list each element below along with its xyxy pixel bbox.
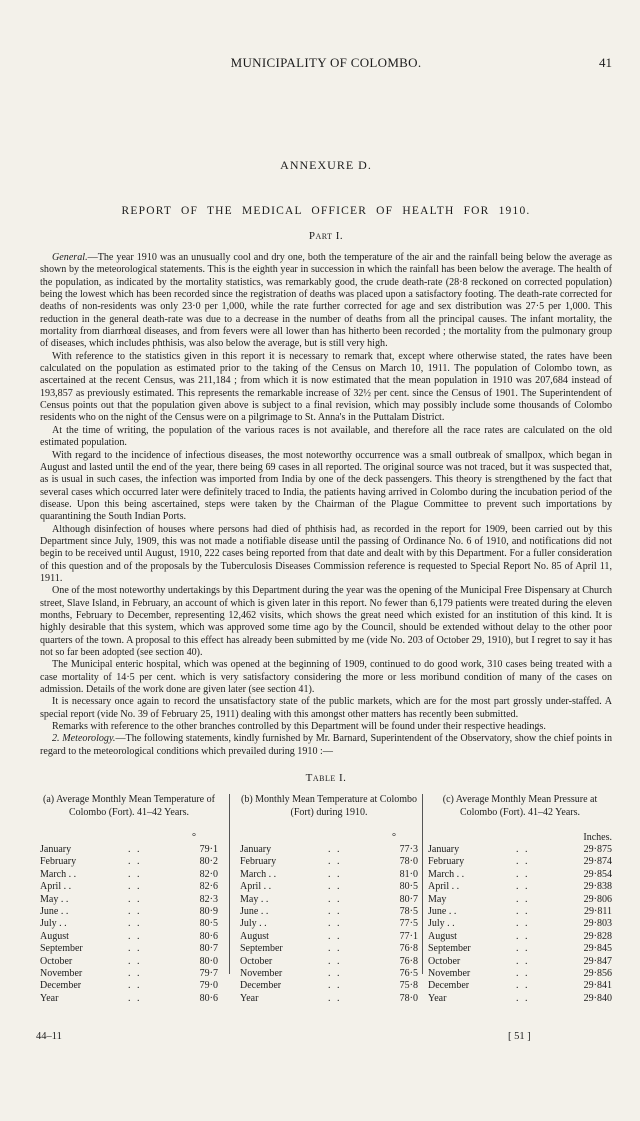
row-value: 79·1 xyxy=(199,844,218,856)
leader-dots: . . xyxy=(516,881,530,893)
row-month: March . . xyxy=(40,868,77,880)
leader-dots: . . xyxy=(328,968,342,979)
row-value: 82·0 xyxy=(199,868,218,880)
part-heading: Part I. xyxy=(308,230,344,242)
row-value: 29·874 xyxy=(583,856,612,868)
leader-dots: . . xyxy=(128,868,142,880)
leader-dots: . . xyxy=(516,868,530,880)
row-month: January xyxy=(240,844,272,856)
row-month: June . . xyxy=(40,906,69,918)
leader-dots: . . xyxy=(128,881,142,893)
table-row xyxy=(240,894,418,906)
row-value: 82·6 xyxy=(199,881,218,893)
row-value: 77·5 xyxy=(399,918,418,930)
row-month: May . . xyxy=(40,893,69,905)
column-unit: ° xyxy=(392,832,396,844)
table-row xyxy=(240,931,418,943)
table-row xyxy=(428,844,612,856)
table-row xyxy=(428,906,612,918)
leader-dots: . . xyxy=(128,856,142,868)
row-month: December xyxy=(240,980,282,992)
row-month: January xyxy=(428,844,460,856)
paragraph-lead: 2. Meteorology. xyxy=(52,733,116,745)
leader-dots: . . xyxy=(128,980,142,992)
leader-dots: . . xyxy=(328,980,342,992)
leader-dots: . . xyxy=(128,844,142,856)
row-value: 29·828 xyxy=(583,930,612,942)
row-value: 29·803 xyxy=(583,918,612,930)
report-title: REPORT OF THE MEDICAL OFFICER OF HEALTH FOR 1910. xyxy=(121,205,531,217)
column-heading: (b) Monthly Mean Temperature at Colombo (Fort) during 1910. xyxy=(240,794,418,818)
leader-dots: . . xyxy=(516,955,530,967)
table-row xyxy=(428,993,612,1005)
paragraph-text: One of the most noteworthy undertakings by this Department during the year was the opening of the Municipal Free Dispensary at Church street, Slave Island, in February, an account of which is given later in this report. No fewer than 6,179 patients were treated during the eleven months, February to December, representing 12,462 visits, which shows the great need which existed for an institution of this kind. It is highly desirable that this system, which was approved some time ago by the Council, should be extended without delay to the other poor quarters of the town. A proposal to this effect has already been submitted by me (vide No. 203 of October 29, 1910), but I regret to say it has not so far been adopted (see section 40). xyxy=(40,585,612,658)
leader-dots: . . xyxy=(516,844,530,856)
leader-dots: . . xyxy=(516,906,530,918)
row-value: 78·0 xyxy=(399,856,418,868)
row-month: October xyxy=(240,955,273,967)
row-value: 77·1 xyxy=(399,930,418,942)
leader-dots: . . xyxy=(516,893,530,905)
table-row xyxy=(428,980,612,992)
annexure-heading: ANNEXURE D. xyxy=(280,158,372,172)
row-month: Year xyxy=(240,992,259,1004)
paragraph xyxy=(40,351,612,425)
table-column xyxy=(40,794,218,1005)
table-row xyxy=(40,894,218,906)
paragraph-text: At the time of writing, the population of the various races is not available, and therefore all the race rates are calculated on the old estimated population. xyxy=(40,424,612,449)
row-value: 75·8 xyxy=(399,980,418,992)
row-value: 80·5 xyxy=(399,881,418,893)
row-value: 29·847 xyxy=(583,955,612,967)
paragraph xyxy=(40,585,612,659)
paragraph xyxy=(40,696,612,721)
row-month: May . . xyxy=(240,893,269,905)
leader-dots: . . xyxy=(128,930,142,942)
leader-dots: . . xyxy=(328,856,342,868)
row-value: 76·5 xyxy=(399,968,418,979)
row-value: 80·5 xyxy=(199,918,218,930)
table-row xyxy=(428,931,612,943)
table-row xyxy=(428,918,612,930)
leader-dots: . . xyxy=(328,943,342,955)
row-value: 79·7 xyxy=(199,968,218,979)
row-month: April . . xyxy=(428,881,460,893)
row-value: 81·0 xyxy=(399,868,418,880)
leader-dots: . . xyxy=(516,980,530,992)
table-row xyxy=(428,894,612,906)
row-month: Year xyxy=(428,992,447,1004)
paragraph xyxy=(40,252,612,351)
table-row xyxy=(40,906,218,918)
table-row xyxy=(40,980,218,992)
row-value: 78·0 xyxy=(399,992,418,1004)
row-month: December xyxy=(40,980,82,992)
table-row xyxy=(240,943,418,955)
row-month: January xyxy=(40,844,72,856)
paragraph-text: Remarks with reference to the other branches controlled by this Department will be found under their respective headings. xyxy=(52,721,546,733)
meteorological-table xyxy=(40,794,612,1004)
row-value: 29·854 xyxy=(583,868,612,880)
table-row xyxy=(240,856,418,868)
paragraph-text: —The year 1910 was an unusually cool and dry one, both the temperature of the air and the rainfall being below the average as shown by the meteorological statements. This is the eighth year in succession in which the rainfall has been below the average. The health of the population, as indicated by the mortality statistics, was remarkably good, the crude death-rate (28·8 reckoned on corrected population) being the lowest which has been recorded since the registration of deaths was placed upon a satisfactory footing. The death-rate corrected for deaths of non-residents was only 23·0 per 1,000, while the rate further corrected for age and sex distribution was 27·5 per 1,000. This reduction in the general death-rate was due to a decrease in the number of deaths from all the principal causes. The infant mortality, the mortality from diarrhœal diseases, and from fevers were all lower than has hitherto been recorded ; the mortality from the pulmonary group of diseases, which includes phthisis, was also below the average, but is still very high. xyxy=(40,252,612,350)
row-month: February xyxy=(240,856,277,868)
row-month: November xyxy=(40,968,83,979)
leader-dots: . . xyxy=(128,918,142,930)
paragraph-text: It is necessary once again to record the unsatisfactory state of the public markets, which are for the most part grossly under-staffed. A special report (vide No. 39 of February 25, 1911) dealing with this amongst other matters has recently been submitted. xyxy=(40,696,612,720)
paragraph xyxy=(40,721,612,733)
leader-dots: . . xyxy=(328,918,342,930)
column-divider xyxy=(229,794,230,974)
paragraph xyxy=(40,524,612,586)
table-title: Table I. xyxy=(305,772,347,785)
row-month: November xyxy=(428,968,471,979)
row-month: May xyxy=(428,893,447,905)
row-month: March . . xyxy=(428,868,465,880)
table-row xyxy=(240,906,418,918)
row-value: 80·0 xyxy=(199,955,218,967)
row-month: September xyxy=(40,943,83,955)
running-header xyxy=(40,44,612,70)
row-month: December xyxy=(428,980,470,992)
table-row xyxy=(240,869,418,881)
row-month: June . . xyxy=(428,906,457,918)
row-month: July . . xyxy=(428,918,455,930)
row-value: 77·3 xyxy=(399,844,418,856)
row-value: 80·9 xyxy=(199,906,218,918)
row-value: 80·6 xyxy=(199,930,218,942)
paragraph xyxy=(40,733,612,758)
row-value: 29·838 xyxy=(583,881,612,893)
row-month: March . . xyxy=(240,868,277,880)
column-heading: (c) Average Monthly Mean Pressure at Colombo (Fort). 41–42 Years. xyxy=(442,794,598,818)
row-month: Year xyxy=(40,992,59,1004)
table-row xyxy=(240,980,418,992)
report-body xyxy=(40,252,612,758)
table-row xyxy=(40,956,218,968)
document-page xyxy=(40,44,612,1004)
row-value: 29·840 xyxy=(583,992,612,1004)
row-value: 29·856 xyxy=(583,968,612,979)
leader-dots: . . xyxy=(328,881,342,893)
row-month: August xyxy=(240,930,269,942)
table-row xyxy=(240,993,418,1005)
column-heading: (a) Average Monthly Mean Temperature of Colombo (Fort). 41–42 Years. xyxy=(43,794,215,818)
paragraph-text: The Municipal enteric hospital, which was opened at the beginning of 1909, continued to do good work, 310 cases being treated with a case mortality of 14·5 per cent. which is very satisfactory considering the more or less moribund condition of many of the cases on admission. Details of the work done are given later (see section 41). xyxy=(40,659,612,696)
leader-dots: . . xyxy=(128,893,142,905)
leader-dots: . . xyxy=(516,943,530,955)
row-month: September xyxy=(240,943,283,955)
table-row xyxy=(40,931,218,943)
paragraph-text: With reference to the statistics given in this report it is necessary to remark that, except where otherwise stated, the rates have been calculated on the population as estimated prior to the taking of the Census on March 10, 1911. The population of Colombo town, as ascertained at the recent Census, was 211,184 ; from which it is now estimated that the mean population in 1910 was 207,684 instead of 193,857 as previously estimated. This represents the remarkable increase of 32½ per cent. since the Census of 1901. The Superintendent of Census points out that the population given above is subject to a final revision, which may possibly include some thousands of Colombo residents who on the night of the Census were on a pilgrimage to St. Anna's in the Puttalam District. xyxy=(40,350,612,424)
leader-dots: . . xyxy=(328,930,342,942)
leader-dots: . . xyxy=(128,943,142,955)
table-row xyxy=(240,844,418,856)
table-row xyxy=(428,968,612,980)
leader-dots: . . xyxy=(328,955,342,967)
leader-dots: . . xyxy=(516,992,530,1004)
row-value: 79·0 xyxy=(199,980,218,992)
leader-dots: . . xyxy=(516,930,530,942)
paragraph-text: With regard to the incidence of infectious diseases, the most noteworthy occurrence was a small outbreak of smallpox, which began in August and lasted until the end of the year, there being 69 cases in all reported. The original source was not traced, but it was suspected that, as is usual in such cases, the infection was imported from India by one of the deck passengers. This theory is strengthened by the fact that several cases which occurred later were definitely traced to India, the patients having arrived in Colombo during the incubation period of the disease. Upon this being ascertained, steps were taken by the Chairman of the Plague Committee to prevent such importations by quarantining the South Indian Ports. xyxy=(40,449,612,523)
table-row xyxy=(428,856,612,868)
column-unit: Inches. xyxy=(583,832,612,844)
leader-dots: . . xyxy=(328,868,342,880)
leader-dots: . . xyxy=(328,906,342,918)
table-row xyxy=(40,993,218,1005)
leader-dots: . . xyxy=(128,955,142,967)
table-row xyxy=(40,943,218,955)
row-month: August xyxy=(428,930,457,942)
paragraph xyxy=(40,425,612,450)
leader-dots: . . xyxy=(128,906,142,918)
row-month: October xyxy=(428,955,461,967)
row-value: 80·6 xyxy=(199,992,218,1004)
page-number: 41 xyxy=(599,55,612,70)
row-value: 29·811 xyxy=(584,906,612,918)
footer-page-number: [ 51 ] xyxy=(508,1031,531,1042)
table-row xyxy=(428,881,612,893)
leader-dots: . . xyxy=(328,992,342,1004)
table-row xyxy=(428,943,612,955)
paragraph xyxy=(40,659,612,696)
leader-dots: . . xyxy=(328,844,342,856)
table-row xyxy=(40,856,218,868)
table-row xyxy=(40,844,218,856)
row-value: 76·8 xyxy=(399,943,418,955)
paragraph-text: —The following statements, kindly furnished by Mr. Barnard, Superintendent of the Observatory, show the chief points in regard to the meteorological conditions which prevailed during 1910 :— xyxy=(40,733,612,757)
table-row xyxy=(240,956,418,968)
column-divider xyxy=(422,794,423,974)
row-value: 78·5 xyxy=(399,906,418,918)
leader-dots: . . xyxy=(516,968,530,979)
leader-dots: . . xyxy=(328,893,342,905)
table-row xyxy=(240,968,418,980)
table-row xyxy=(428,956,612,968)
row-month: September xyxy=(428,943,471,955)
row-value: 82·3 xyxy=(199,893,218,905)
row-value: 76·8 xyxy=(399,955,418,967)
table-row xyxy=(40,918,218,930)
footer-signature-mark: 44–11 xyxy=(36,1031,62,1042)
table-row xyxy=(40,881,218,893)
leader-dots: . . xyxy=(128,968,142,979)
leader-dots: . . xyxy=(516,918,530,930)
leader-dots: . . xyxy=(516,856,530,868)
column-unit: ° xyxy=(192,832,196,844)
row-value: 29·875 xyxy=(583,844,612,856)
paragraph-text: Although disinfection of houses where persons had died of phthisis had, as recorded in the report for 1909, been carried out by this Department since July, 1909, this was not made a notifiable disease until the passing of Ordinance No. 6 of 1910, and notifications did not begin to be received until August, 1910, 222 cases being reported from that date and dealt with by this Department. For a fuller consideration of this question and of the proposals by the Tuberculosis Diseases Commission reference is requested to Special Report No. 85 of April 11, 1911. xyxy=(40,523,612,584)
row-value: 29·806 xyxy=(583,893,612,905)
row-value: 80·7 xyxy=(199,943,218,955)
row-month: July . . xyxy=(240,918,267,930)
row-value: 29·841 xyxy=(583,980,612,992)
running-title: MUNICIPALITY OF COLOMBO. xyxy=(230,55,422,70)
row-month: November xyxy=(240,968,283,979)
row-month: February xyxy=(428,856,465,868)
row-month: February xyxy=(40,856,77,868)
row-value: 80·2 xyxy=(199,856,218,868)
table-row xyxy=(428,869,612,881)
row-month: July . . xyxy=(40,918,67,930)
row-month: August xyxy=(40,930,69,942)
row-month: April . . xyxy=(40,881,72,893)
row-month: April . . xyxy=(240,881,272,893)
row-month: June . . xyxy=(240,906,269,918)
paragraph xyxy=(40,450,612,524)
table-row xyxy=(240,881,418,893)
row-month: October xyxy=(40,955,73,967)
paragraph-lead: General. xyxy=(52,252,88,263)
table-row xyxy=(40,869,218,881)
row-value: 80·7 xyxy=(399,893,418,905)
table-row xyxy=(240,918,418,930)
row-value: 29·845 xyxy=(583,943,612,955)
table-column xyxy=(240,794,418,1005)
leader-dots: . . xyxy=(128,992,142,1004)
table-column xyxy=(428,794,612,1005)
table-row xyxy=(40,968,218,980)
